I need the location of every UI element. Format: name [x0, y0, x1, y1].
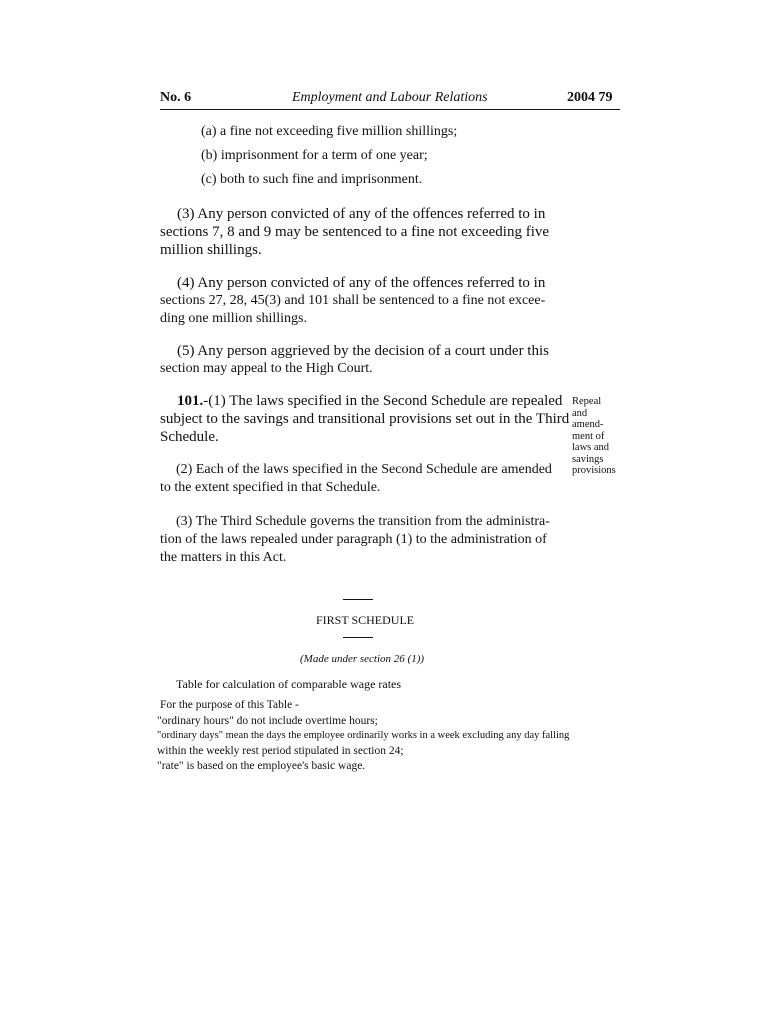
section-101-line-2: subject to the savings and transitional provisions set out in the Third: [160, 411, 570, 427]
list-item-a: (a) a fine not exceeding five million shillings;: [201, 124, 458, 139]
list-item-c: (c) both to such fine and imprisonment.: [201, 172, 423, 187]
list-item-b: (b) imprisonment for a term of one year;: [201, 148, 428, 163]
para-5-line-1: (5) Any person aggrieved by the decision of a court under this: [177, 343, 549, 359]
definitions-intro: For the purpose of this Table -: [160, 699, 299, 711]
definition-ordinary-days-continued: within the weekly rest period stipulated in section 24;: [157, 745, 404, 757]
schedule-subtitle: (Made under section 26 (1)): [300, 653, 425, 665]
para-3-line-3: million shillings.: [160, 242, 262, 258]
section-101-line-1: [177, 393, 562, 410]
header-rule: [160, 109, 620, 110]
section-101-3-line-2: tion of the laws repealed under paragraph (1) to the administration of: [160, 532, 547, 547]
schedule-rule-bottom: [343, 637, 373, 638]
para-4-line-1: (4) Any person convicted of any of the offences referred to in: [177, 275, 546, 291]
section-number: 101.: [177, 393, 204, 409]
margin-note: [572, 396, 632, 477]
definition-ordinary-days: "ordinary days" mean the days the employee ordinarily works in a week excluding any day falling: [157, 730, 570, 741]
section-101-2-line-2: to the extent specified in that Schedule.: [160, 480, 381, 495]
margin-note-line: Repeal: [572, 396, 602, 407]
para-4-line-2: sections 27, 28, 45(3) and 101 shall be sentenced to a fine not excee-: [160, 293, 546, 308]
para-3-line-1: (3) Any person convicted of any of the offences referred to in: [177, 206, 546, 222]
header-chapter-number: No. 6: [160, 90, 192, 105]
margin-note-line: and: [572, 407, 588, 419]
section-101-line-1-text: -(1) The laws specified in the Second Schedule are repealed: [203, 393, 563, 409]
header-act-title: Employment and Labour Relations: [292, 90, 488, 105]
definition-ordinary-hours: "ordinary hours" do not include overtime hours;: [157, 715, 378, 727]
definition-rate: "rate" is based on the employee's basic wage.: [157, 760, 366, 772]
table-caption: Table for calculation of comparable wage rates: [176, 677, 402, 691]
section-101-2-line-1: (2) Each of the laws specified in the Second Schedule are amended: [176, 462, 552, 477]
section-101-line-3: Schedule.: [160, 429, 219, 445]
section-101-3-line-3: the matters in this Act.: [160, 550, 287, 565]
schedule-title: FIRST SCHEDULE: [316, 613, 415, 627]
margin-note-line: savings: [572, 453, 604, 465]
margin-note-line: provisions: [572, 465, 616, 476]
section-101-3-line-1: (3) The Third Schedule governs the transition from the administra-: [176, 514, 550, 529]
header-year-page: 2004 79: [567, 90, 613, 105]
margin-note-line: ment of: [572, 430, 605, 442]
para-5-line-2: section may appeal to the High Court.: [160, 361, 373, 376]
margin-note-line: laws and: [572, 442, 610, 453]
para-3-line-2: sections 7, 8 and 9 may be sentenced to a fine not exceeding five: [160, 224, 550, 240]
margin-note-line: amend-: [572, 419, 604, 430]
para-4-line-3: ding one million shillings.: [160, 311, 308, 326]
schedule-rule-top: [343, 599, 373, 600]
